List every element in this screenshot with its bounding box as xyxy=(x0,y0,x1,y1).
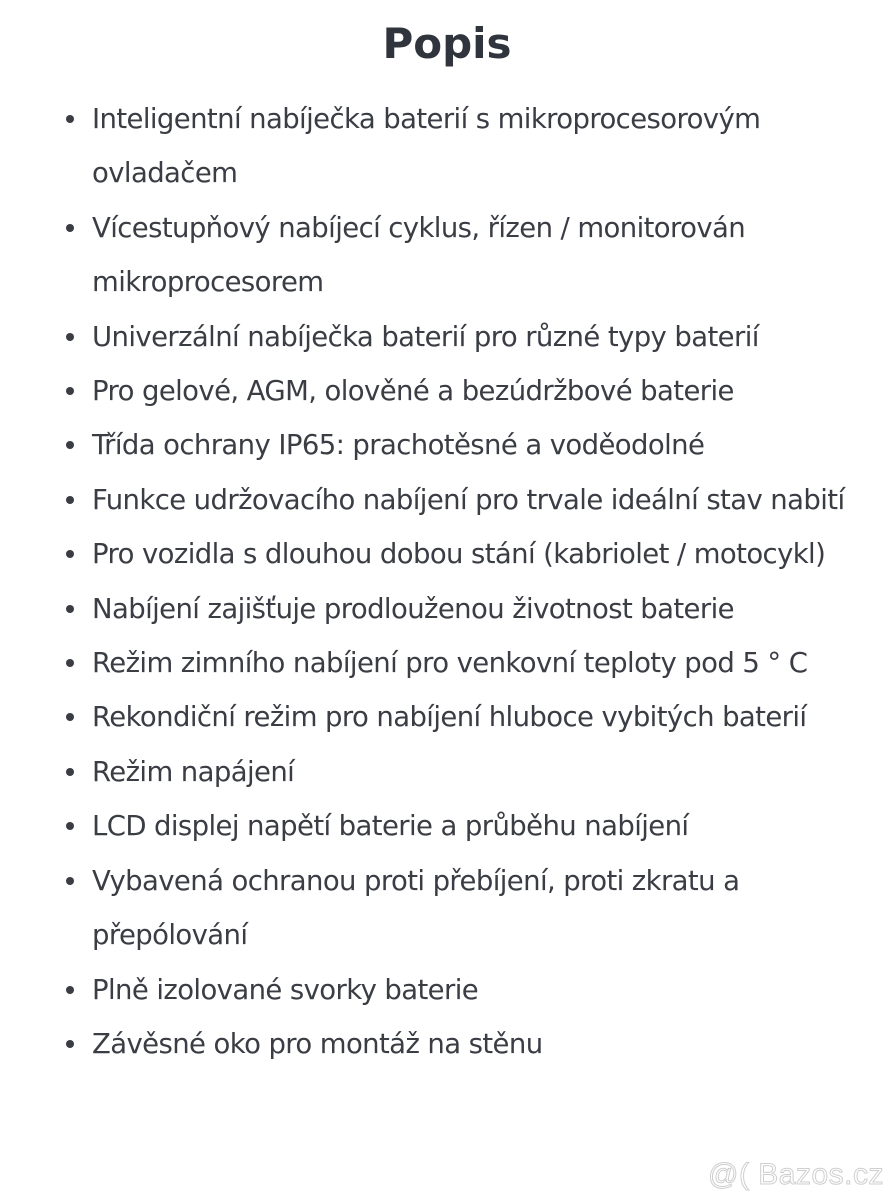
list-item-text: Vícestupňový nabíjecí cyklus, řízen / monitorován mikroprocesorem xyxy=(92,211,746,299)
bullet-icon xyxy=(66,822,74,830)
list-item xyxy=(62,690,882,744)
bullet-icon xyxy=(66,224,74,232)
list-item-text: Závěsné oko pro montáž na stěnu xyxy=(92,1027,543,1060)
list-item-text: Režim napájení xyxy=(92,755,295,788)
list-item xyxy=(62,963,882,1017)
list-item-text: Režim zimního nabíjení pro venkovní teploty pod 5 ° C xyxy=(92,647,808,680)
bullet-icon xyxy=(66,441,74,449)
list-item xyxy=(62,92,882,201)
list-item-text: Rekondiční režim pro nabíjení hluboce vybitých baterií xyxy=(92,701,807,734)
list-item-text: Pro gelové, AGM, olověné a bezúdržbové baterie xyxy=(92,375,734,408)
bullet-icon xyxy=(66,877,74,885)
list-item-text: Funkce udržovacího nabíjení pro trvale ideální stav nabití xyxy=(92,483,845,516)
list-item xyxy=(62,364,882,418)
bullet-icon xyxy=(66,496,74,504)
bullet-icon xyxy=(66,387,74,395)
list-item-text: Vybavená ochranou proti přebíjení, proti zkratu a přepólování xyxy=(92,864,740,952)
list-item-text: Univerzální nabíječka baterií pro různé typy baterií xyxy=(92,320,759,353)
list-item-text: Nabíjení zajišťuje prodlouženou životnost baterie xyxy=(92,592,734,625)
list-item-text: Pro vozidla s dlouhou dobou stání (kabriolet / motocykl) xyxy=(92,538,826,571)
list-item xyxy=(62,418,882,472)
list-item xyxy=(62,582,882,636)
feature-list xyxy=(62,92,882,1071)
list-item xyxy=(62,636,882,690)
list-item-text: LCD displej napětí baterie a průběhu nabíjení xyxy=(92,810,689,843)
list-item xyxy=(62,799,882,853)
bullet-icon xyxy=(66,659,74,667)
bullet-icon xyxy=(66,333,74,341)
list-item xyxy=(62,527,882,581)
list-item xyxy=(62,310,882,364)
bullet-icon xyxy=(66,768,74,776)
bullet-icon xyxy=(66,605,74,613)
list-item xyxy=(62,201,882,310)
bazos-watermark: @( Bazos.cz xyxy=(708,1158,884,1191)
bullet-icon xyxy=(66,1040,74,1048)
page-title: Popis xyxy=(382,19,512,68)
bullet-icon xyxy=(66,713,74,721)
bullet-icon xyxy=(66,986,74,994)
list-item xyxy=(62,854,882,963)
bullet-icon xyxy=(66,115,74,123)
bullet-icon xyxy=(66,550,74,558)
list-item-text: Inteligentní nabíječka baterií s mikroprocesorovým ovladačem xyxy=(92,103,761,190)
list-item xyxy=(62,1017,882,1071)
list-item-text: Třída ochrany IP65: prachotěsné a voděodolné xyxy=(92,429,705,462)
list-item xyxy=(62,473,882,527)
list-item-text: Plně izolované svorky baterie xyxy=(92,973,479,1006)
list-item xyxy=(62,745,882,799)
